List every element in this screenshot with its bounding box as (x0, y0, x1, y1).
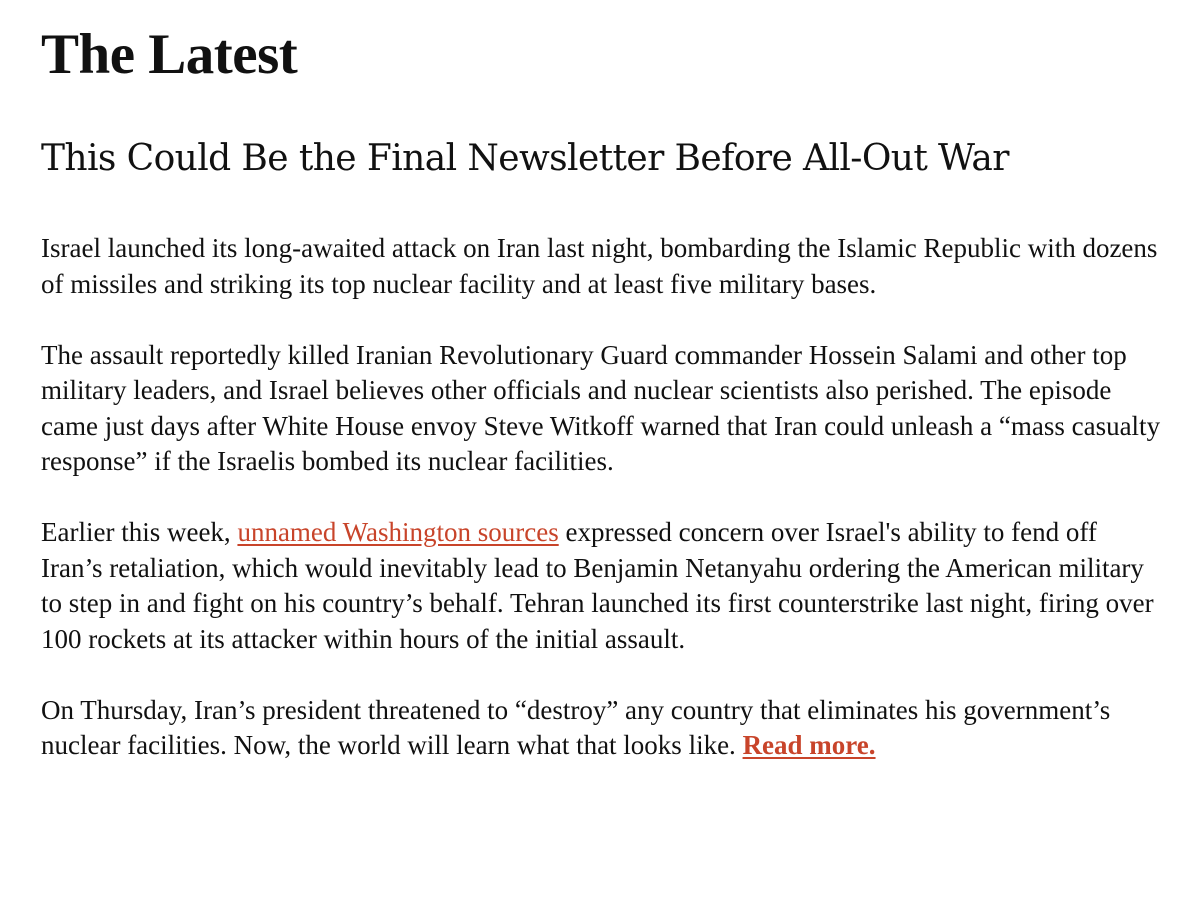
paragraph-2: The assault reportedly killed Iranian Revolutionary Guard commander Hossein Salami and other top military leaders, and Israel believes other officials and nuclear scientists also perished. The episode came just days after White House envoy Steve Witkoff warned that Iran could unleash a “mass casualty response” if the Israelis bombed its nuclear facilities. (41, 339, 1161, 476)
paragraph-3-lead: Earlier this week, (41, 517, 238, 547)
article-title: This Could Be the Final Newsletter Before All-Out War (41, 138, 1009, 179)
read-more-link[interactable]: Read more. (742, 730, 876, 760)
paragraph-4-text: On Thursday, Iran’s president threatened to “destroy” any country that eliminates his government’s nuclear facilities. Now, the world will learn what that looks like. (41, 694, 1111, 760)
paragraph-3 (41, 515, 1161, 657)
section-heading: The Latest (41, 23, 298, 86)
paragraph-4 (41, 693, 1161, 764)
paragraph-3-rest: expressed concern over Israel's ability to fend off Iran’s retaliation, which would inevitably lead to Benjamin Netanyahu ordering the American military to step in and fight on his country’s behalf. Tehran launched its first counterstrike last night, firing over 100 rockets at its attacker within hours of the initial assault. (41, 517, 1154, 654)
unnamed-washington-sources-link[interactable]: unnamed Washington sources (237, 517, 559, 547)
paragraph-1: Israel launched its long-awaited attack on Iran last night, bombarding the Islamic Republic with dozens of missiles and striking its top nuclear facility and at least five military bases. (41, 233, 1158, 299)
article-body (41, 231, 1161, 764)
